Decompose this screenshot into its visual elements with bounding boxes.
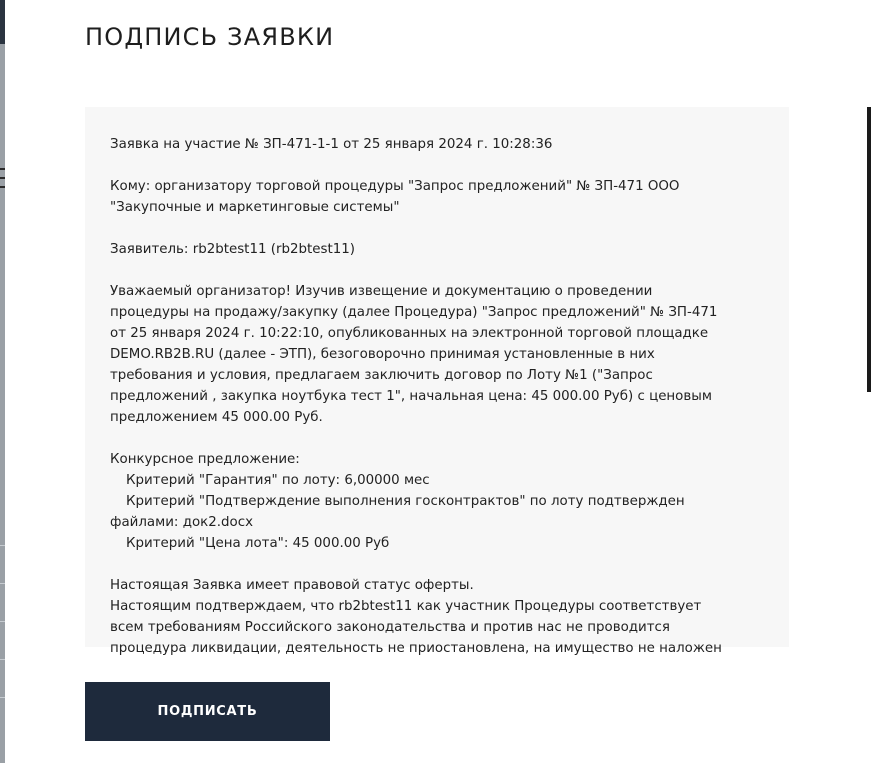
offer-block (110, 449, 763, 554)
body-line: DEMO.RB2B.RU (далее - ЭТП), безоговорочно принимая установленные в них (110, 347, 655, 362)
criterion-price: Критерий "Цена лота": 45 000.00 Руб (126, 536, 390, 551)
background-page-edge (0, 0, 5, 763)
recipient-line: "Закупочные и маркетинговые системы" (110, 200, 400, 215)
background-divider (0, 583, 5, 584)
criterion-contracts-files: файлами: док2.docx (110, 515, 253, 530)
menu-icon (0, 168, 5, 188)
offer-status-line: Настоящая Заявка имеет правовой статус оферты. (110, 578, 474, 593)
modal-title: ПОДПИСЬ ЗАЯВКИ (85, 23, 335, 51)
confirm-line: Настоящим подтверждаем, что rb2btest11 как участник Процедуры соответствует (110, 599, 702, 614)
criterion-contracts: Критерий "Подтверждение выполнения госконтрактов" по лоту подтвержден (126, 494, 685, 509)
body-line: предложением 45 000.00 Руб. (110, 410, 323, 425)
sign-button[interactable]: ПОДПИСАТЬ (85, 682, 330, 741)
body-line: предложений , закупка ноутбука тест 1", начальная цена: 45 000.00 Руб) с ценовым (110, 389, 712, 404)
background-divider (0, 659, 5, 660)
body-line: Уважаемый организатор! Изучив извещение и документацию о проведении (110, 284, 653, 299)
application-header: Заявка на участие № ЗП-471-1-1 от 25 января 2024 г. 10:28:36 (110, 137, 553, 152)
legal-status-block (110, 575, 763, 659)
application-body (110, 281, 763, 428)
criterion-warranty: Критерий "Гарантия" по лоту: 6,00000 мес (126, 473, 430, 488)
recipient-line: Кому: организатору торговой процедуры "Запрос предложений" № ЗП-471 ООО (110, 179, 680, 194)
offer-title: Конкурсное предложение: (110, 452, 300, 467)
confirm-line: всем требованиям Российского законодательства и против нас не проводится (110, 620, 670, 635)
body-line: требования и условия, предлагаем заключить договор по Лоту №1 ("Запрос (110, 368, 653, 383)
body-line: от 25 января 2024 г. 10:22:10, опубликованных на электронной торговой площадке (110, 326, 709, 341)
body-line: процедуры на продажу/закупку (далее Процедура) "Запрос предложений" № ЗП-471 (110, 305, 718, 320)
applicant-line: Заявитель: rb2btest11 (rb2btest11) (110, 242, 355, 257)
background-header-edge (0, 0, 5, 44)
background-divider (0, 621, 5, 622)
background-scrollbar-edge (867, 107, 871, 392)
application-document-panel[interactable] (85, 107, 789, 656)
recipient-block (110, 176, 763, 218)
background-divider (0, 697, 5, 698)
confirm-line: процедура ликвидации, деятельность не приостановлена, на имущество не наложен (110, 641, 722, 656)
background-divider (0, 545, 5, 546)
